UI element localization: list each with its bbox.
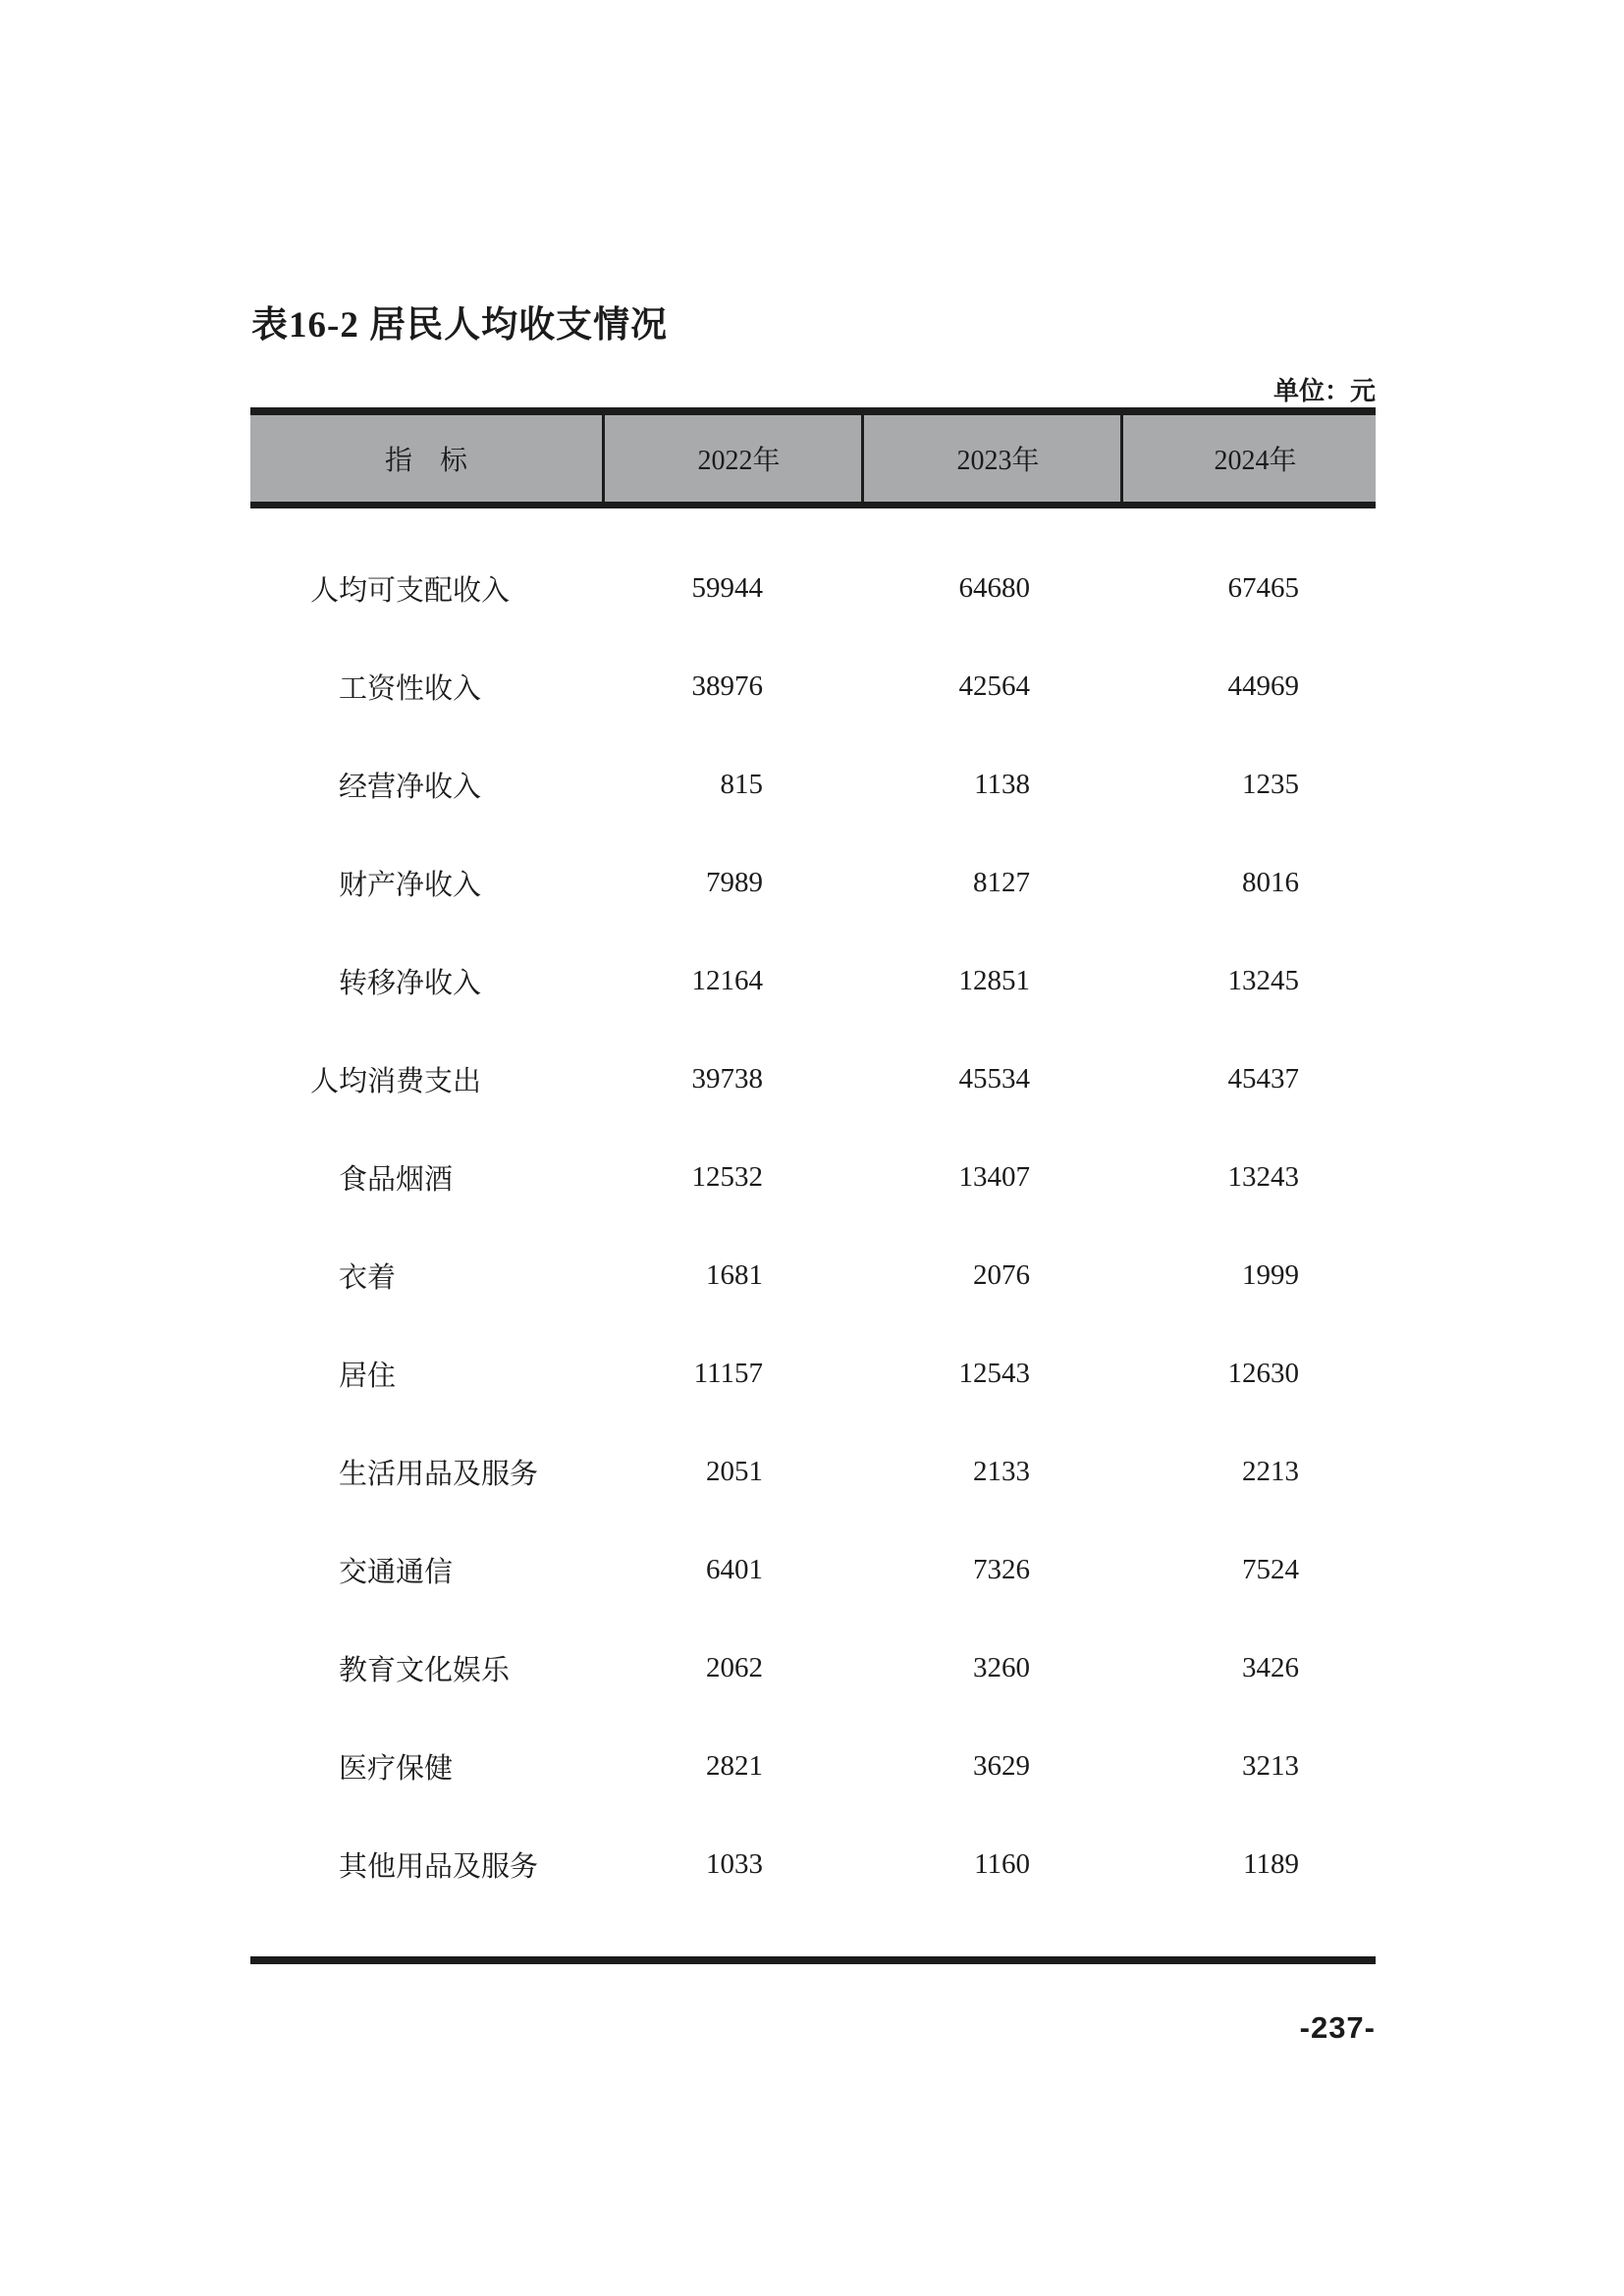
row-value: 13243 <box>1227 1160 1299 1193</box>
row-value: 2213 <box>1242 1455 1299 1487</box>
table-row <box>250 539 1376 637</box>
table-row <box>250 1717 1376 1815</box>
unit-label: 单位：元 <box>1272 377 1376 405</box>
row-value: 7989 <box>706 866 763 898</box>
row-value: 1160 <box>974 1847 1030 1880</box>
row-label: 转移净收入 <box>339 967 482 999</box>
page-title: 表16-2 居民人均收支情况 <box>251 305 669 346</box>
row-value: 1999 <box>1242 1258 1299 1291</box>
row-value: 8016 <box>1242 866 1299 898</box>
row-value: 1138 <box>974 768 1030 800</box>
row-value: 45534 <box>958 1062 1030 1095</box>
row-label: 居住 <box>339 1360 397 1392</box>
row-value: 42564 <box>958 669 1030 702</box>
row-value: 12532 <box>691 1160 763 1193</box>
table-row <box>250 1128 1376 1226</box>
row-value: 3260 <box>973 1651 1030 1683</box>
row-label: 衣着 <box>339 1261 397 1294</box>
row-value: 3213 <box>1242 1749 1299 1782</box>
table-bottom-rule <box>250 1956 1376 1964</box>
row-value: 815 <box>720 768 763 800</box>
row-value: 38976 <box>691 669 763 702</box>
row-value: 13407 <box>958 1160 1030 1193</box>
row-value: 8127 <box>973 866 1030 898</box>
row-value: 2051 <box>706 1455 763 1487</box>
row-value: 44969 <box>1227 669 1299 702</box>
header-cell-year-2022: 2022年 <box>602 415 861 502</box>
row-label: 人均消费支出 <box>310 1065 482 1097</box>
row-label: 财产净收入 <box>339 869 482 901</box>
row-value: 3629 <box>973 1749 1030 1782</box>
table-row <box>250 1619 1376 1717</box>
row-value: 45437 <box>1227 1062 1299 1095</box>
row-value: 13245 <box>1227 964 1299 996</box>
row-label: 交通通信 <box>339 1556 454 1588</box>
row-label: 其他用品及服务 <box>339 1850 539 1883</box>
row-value: 1235 <box>1242 768 1299 800</box>
row-value: 1189 <box>1243 1847 1299 1880</box>
table-row <box>250 1030 1376 1128</box>
row-label: 教育文化娱乐 <box>339 1654 511 1686</box>
row-value: 12543 <box>958 1357 1030 1389</box>
header-cell-year-2024: 2024年 <box>1120 415 1376 502</box>
row-value: 7524 <box>1242 1553 1299 1585</box>
row-value: 12630 <box>1227 1357 1299 1389</box>
row-value: 1681 <box>706 1258 763 1291</box>
row-label: 经营净收入 <box>339 771 482 803</box>
row-value: 2076 <box>973 1258 1030 1291</box>
table-row <box>250 932 1376 1030</box>
row-value: 11157 <box>693 1357 763 1389</box>
row-value: 64680 <box>958 571 1030 604</box>
table-row <box>250 735 1376 833</box>
row-value: 2062 <box>706 1651 763 1683</box>
row-label: 工资性收入 <box>339 672 482 705</box>
row-value: 1033 <box>706 1847 763 1880</box>
page-number: -237- <box>1299 2010 1376 2045</box>
header-cell-year-2023: 2023年 <box>861 415 1120 502</box>
table-row <box>250 1422 1376 1521</box>
table-row <box>250 1521 1376 1619</box>
row-value: 2133 <box>973 1455 1030 1487</box>
header-cell-indicator: 指 标 <box>384 446 467 476</box>
row-value: 6401 <box>706 1553 763 1585</box>
row-value: 12164 <box>691 964 763 996</box>
row-label: 医疗保健 <box>339 1752 454 1785</box>
row-value: 39738 <box>691 1062 763 1095</box>
row-label: 人均可支配收入 <box>310 574 511 607</box>
table-row <box>250 1815 1376 1913</box>
table-row <box>250 637 1376 735</box>
row-value: 2821 <box>706 1749 763 1782</box>
row-value: 59944 <box>691 571 763 604</box>
table-row <box>250 833 1376 932</box>
row-value: 7326 <box>973 1553 1030 1585</box>
row-label: 食品烟酒 <box>339 1163 454 1196</box>
table-header <box>250 407 1376 508</box>
row-value: 3426 <box>1242 1651 1299 1683</box>
table-body <box>250 508 1376 1956</box>
row-value: 67465 <box>1227 571 1299 604</box>
table-row <box>250 1324 1376 1422</box>
row-label: 生活用品及服务 <box>339 1458 539 1490</box>
data-table <box>250 407 1376 1964</box>
table-row <box>250 1226 1376 1324</box>
row-value: 12851 <box>958 964 1030 996</box>
